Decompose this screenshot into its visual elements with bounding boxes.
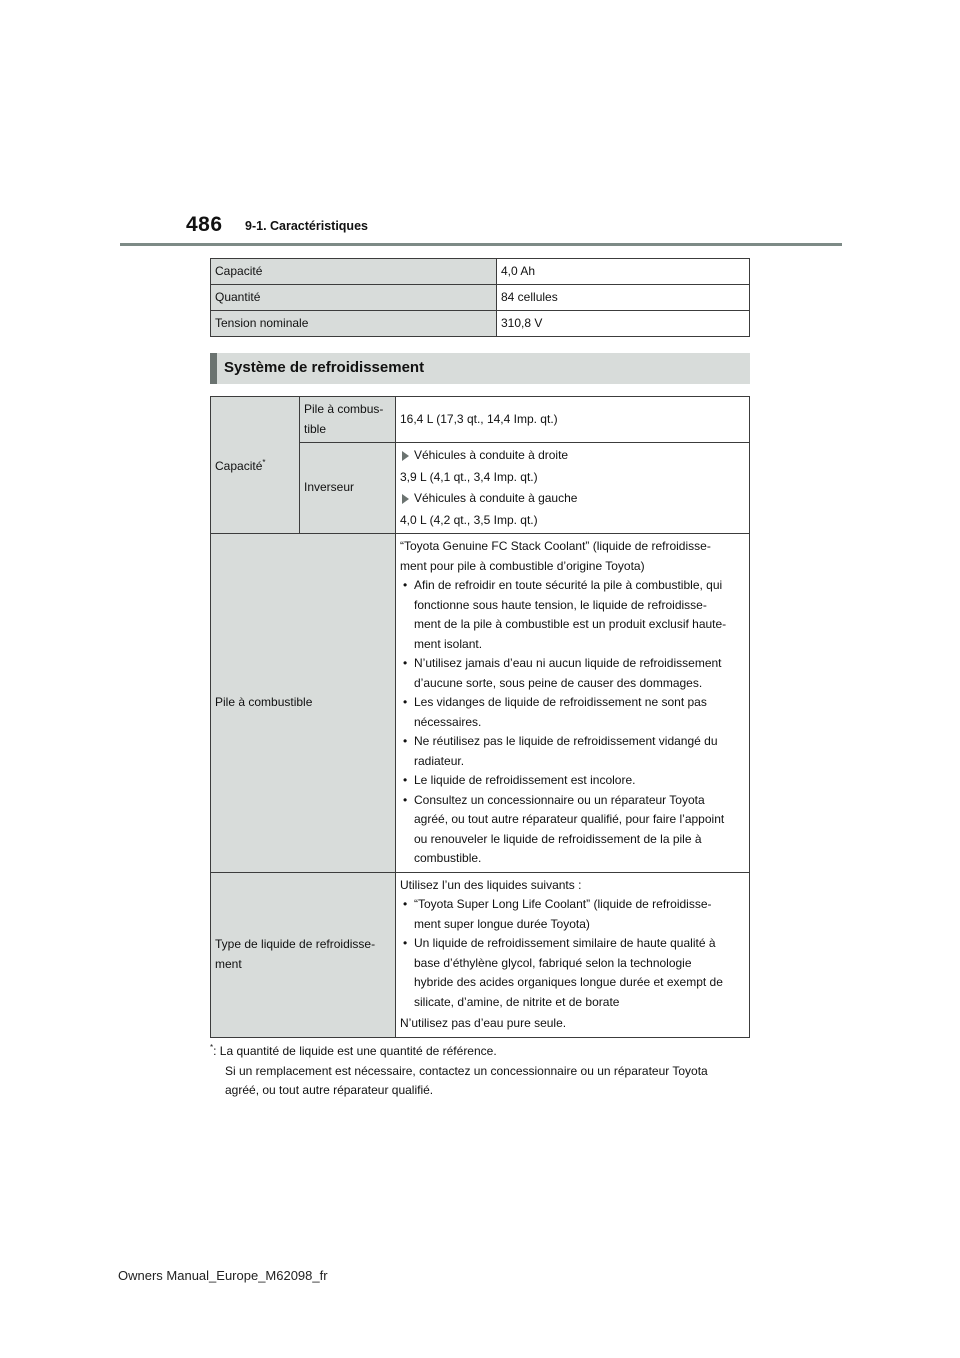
footnote-mark: * — [210, 1043, 214, 1052]
coolant-type-bullet-list — [400, 895, 745, 1012]
coolant-type-label-line: Type de liquide de refroidisse- — [215, 937, 376, 951]
section-heading-text: Système de refroidissement — [224, 359, 425, 376]
sub-label-line: tible — [304, 421, 327, 436]
coolant-type-label-line: ment — [215, 956, 242, 971]
coolant-intro-line: ment pour pile à combustible d’origine Toyota) — [400, 558, 645, 573]
header-divider — [120, 243, 842, 246]
table-row — [211, 534, 750, 873]
table-row — [211, 311, 750, 337]
table-row — [211, 872, 750, 1037]
spec-label: Quantité — [211, 285, 497, 311]
section-title: 9-1. Caractéristiques — [245, 219, 368, 233]
list-item: • Un liquide de refroidissement similaire de haute qualité à base d’éthylène glycol, fabriqué selon la technologie hybride des acides organiques longue durée et exempt de silicate, d’amine, de nitrite et de borate — [400, 934, 745, 1012]
coolant-type-intro: Utilisez l’un des liquides suivants : — [400, 877, 582, 892]
coolant-type-cell — [396, 872, 750, 1037]
coolant-type-label — [211, 872, 396, 1037]
table-row — [211, 285, 750, 311]
list-item: • Afin de refroidir en toute sécurité la pile à combustible, qui fonctionne sous haute tension, le liquide de refroidisse- ment de la pile à combustible est un produit exclusif haute- ment isolant. — [400, 576, 745, 654]
capacity-label-cell — [211, 397, 300, 534]
table-row — [211, 259, 750, 285]
spec-label: Tension nominale — [211, 311, 497, 337]
lhd-heading — [400, 489, 745, 509]
inverter-capacity-cell — [396, 443, 750, 534]
coolant-intro-line: “Toyota Genuine FC Stack Coolant” (liquide de refroidisse- — [400, 539, 711, 553]
footnote-line: : La quantité de liquide est une quantité de référence. — [213, 1044, 497, 1058]
sub-label-line: Pile à combus- — [304, 402, 384, 416]
spec-value: 84 cellules — [497, 285, 750, 311]
rhd-heading-text: Véhicules à conduite à droite — [414, 448, 569, 462]
section-heading — [210, 353, 750, 384]
footnote-mark: * — [262, 458, 266, 468]
fuel-cell-coolant-cell — [396, 534, 750, 873]
document-footer: Owners Manual_Europe_M62098_fr — [118, 1268, 328, 1283]
rhd-value: 3,9 L (4,1 qt., 3,4 Imp. qt.) — [400, 469, 538, 484]
footnote-line: agréé, ou tout autre réparateur qualifié. — [225, 1083, 434, 1097]
table-row — [211, 397, 750, 443]
inverter-label: Inverseur — [300, 443, 396, 534]
heading-accent-bar — [210, 353, 217, 384]
footnote — [210, 1038, 755, 1101]
fuel-cell-bullet-list — [400, 576, 745, 869]
list-item: • “Toyota Super Long Life Coolant” (liquide de refroidisse- ment super longue durée Toyota) — [400, 895, 745, 934]
list-item: • Le liquide de refroidissement est incolore. — [400, 771, 745, 791]
arrow-right-icon — [402, 451, 409, 461]
fuel-cell-sub-label — [300, 397, 396, 443]
lhd-value: 4,0 L (4,2 qt., 3,5 Imp. qt.) — [400, 512, 538, 527]
coolant-type-closing: N’utilisez pas d’eau pure seule. — [400, 1016, 567, 1030]
rhd-heading — [400, 446, 745, 466]
list-item: • Consultez un concessionnaire ou un réparateur Toyota agréé, ou tout autre réparateur qualifié, pour faire l’appoint ou renouveler le liquide de refroidissement de la pile à combustible. — [400, 791, 745, 869]
spec-value: 4,0 Ah — [497, 259, 750, 285]
spec-label: Capacité — [211, 259, 497, 285]
page-number: 486 — [186, 213, 223, 236]
battery-spec-table — [210, 258, 750, 337]
list-item: • Les vidanges de liquide de refroidissement ne sont pas nécessaires. — [400, 693, 745, 732]
capacity-label: Capacité — [215, 459, 263, 474]
cooling-table — [210, 396, 750, 1038]
fuel-cell-capacity-value: 16,4 L (17,3 qt., 14,4 Imp. qt.) — [396, 397, 750, 443]
footnote-line: Si un remplacement est nécessaire, contactez un concessionnaire ou un réparateur Toyota — [225, 1063, 708, 1078]
list-item: • Ne réutilisez pas le liquide de refroidissement vidangé du radiateur. — [400, 732, 745, 771]
lhd-heading-text: Véhicules à conduite à gauche — [414, 491, 578, 505]
arrow-right-icon — [402, 494, 409, 504]
list-item: • N’utilisez jamais d’eau ni aucun liquide de refroidissement d’aucune sorte, sous peine de causer des dommages. — [400, 654, 745, 693]
fuel-cell-label: Pile à combustible — [211, 534, 396, 873]
spec-value: 310,8 V — [497, 311, 750, 337]
